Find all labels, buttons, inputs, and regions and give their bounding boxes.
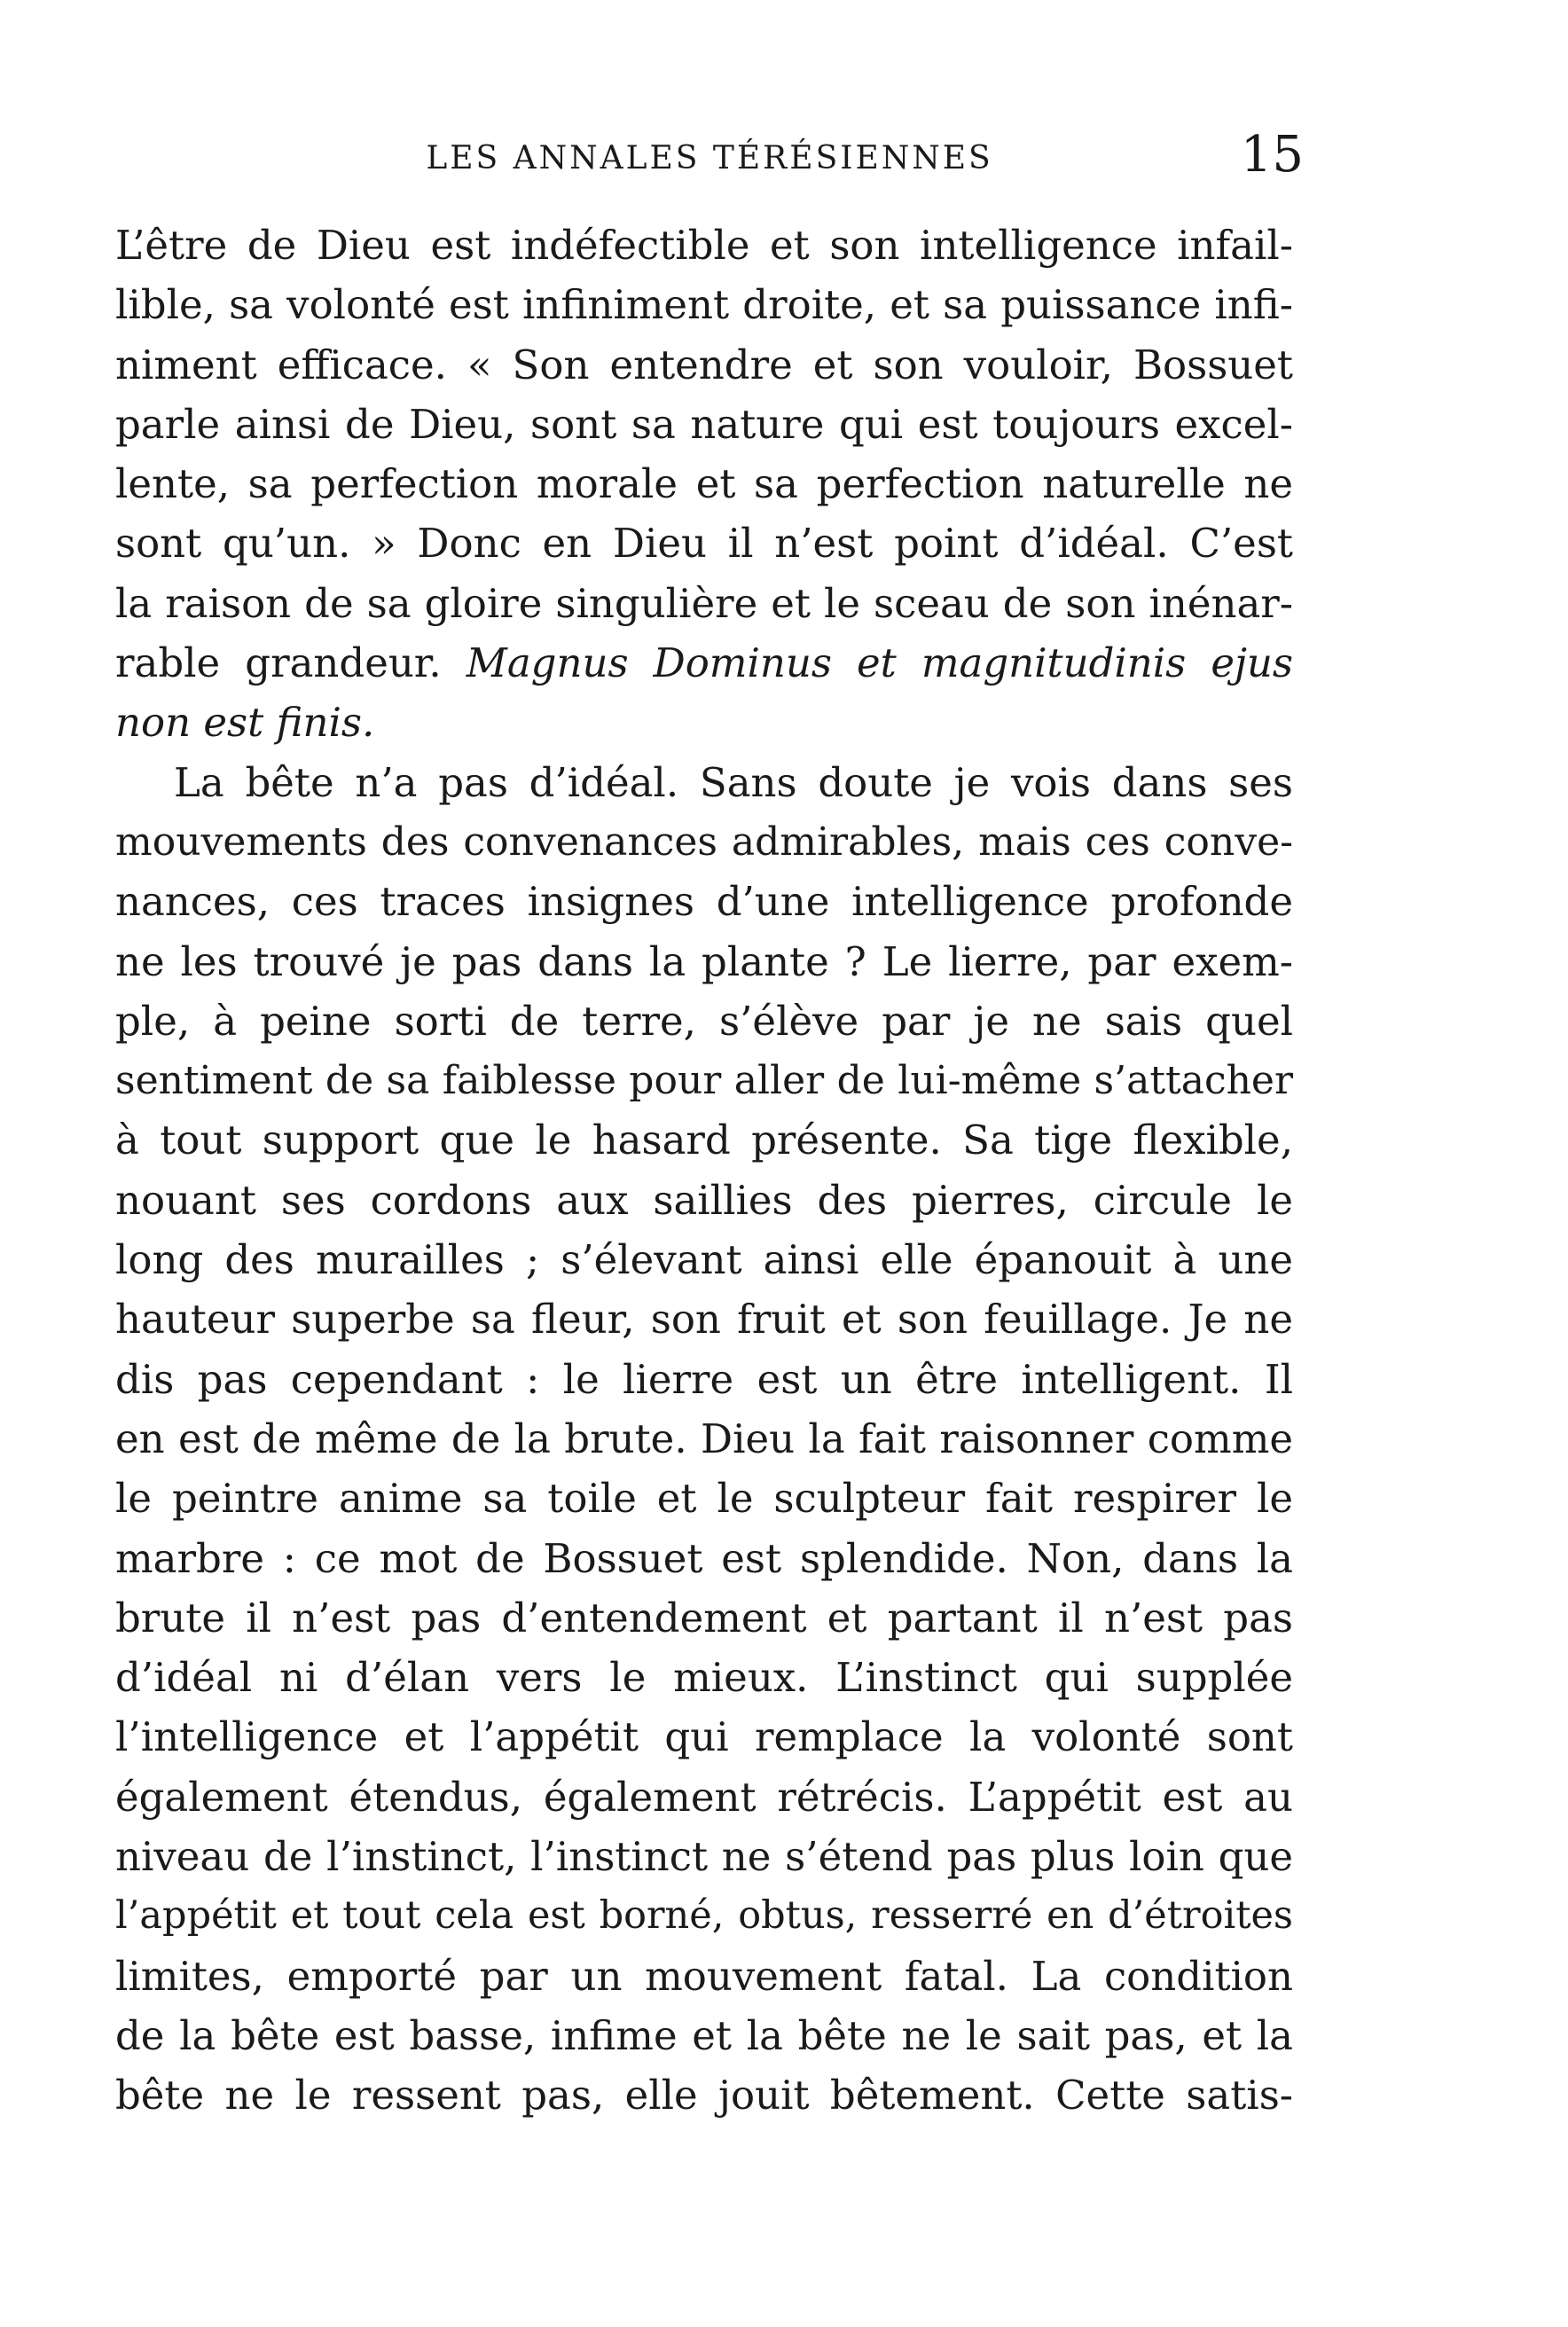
text-line: dis pas cependant : le lierre est un être intelligent. Il <box>115 1355 1293 1403</box>
text-line: ple, à peine sorti de terre, s’élève par je ne sais quel <box>115 997 1293 1045</box>
text-line: long des murailles ; s’élevant ainsi elle épanouit à une <box>115 1236 1293 1284</box>
text-line <box>115 633 1293 693</box>
text-line: marbre : ce mot de Bossuet est splendide. Non, dans la <box>115 1534 1293 1582</box>
latin-quote-end: non est finis. <box>115 699 375 747</box>
text-line: La bête n’a pas d’idéal. Sans doute je vois dans ses <box>174 758 1293 806</box>
latin-quote: Magnus Dominus et magnitudinis ejus <box>466 639 1293 687</box>
text-line: l’intelligence et l’appétit qui remplace la volonté sont <box>115 1713 1293 1761</box>
text-line: en est de même de la brute. Dieu la fait raisonner comme <box>115 1414 1293 1462</box>
text-line: niment efficace. « Son entendre et son vouloir, Bossuet <box>115 341 1293 388</box>
text-line: de la bête est basse, infime et la bête ne le sait pas, et la <box>115 2011 1293 2059</box>
text-line: niveau de l’instinct, l’instinct ne s’étend pas plus loin que <box>115 1833 1293 1881</box>
text-line: mouvements des convenances admirables, mais ces conve- <box>115 819 1293 865</box>
text-line: sont qu’un. » Donc en Dieu il n’est point d’idéal. C’est <box>115 520 1293 568</box>
text-line: bête ne le ressent pas, elle jouit bêtement. Cette satis- <box>115 2072 1293 2119</box>
text-line: nances, ces traces insignes d’une intelligence profonde <box>115 878 1293 926</box>
text-line: à tout support que le hasard présente. Sa tige flexible, <box>115 1116 1293 1164</box>
text-line: lente, sa perfection morale et sa perfection naturelle ne <box>115 460 1293 508</box>
text-line: brute il n’est pas d’entendement et partant il n’est pas <box>115 1594 1293 1641</box>
text-line: lible, sa volonté est infiniment droite, et sa puissance infi- <box>115 281 1293 329</box>
paragraph-1 <box>115 215 1293 753</box>
text-line: hauteur superbe sa fleur, son fruit et son feuillage. Je ne <box>115 1296 1293 1344</box>
running-header <box>115 126 1304 186</box>
text-line: nouant ses cordons aux saillies des pierres, circule le <box>115 1176 1293 1224</box>
text-line: limites, emporté par un mouvement fatal. La condition <box>115 1952 1293 2000</box>
text-line: L’être de Dieu est indéfectible et son intelligence infail- <box>115 222 1293 269</box>
text-line: d’idéal ni d’élan vers le mieux. L’instinct qui supplée <box>115 1654 1293 1702</box>
page-number: 15 <box>1240 126 1304 184</box>
text-line: l’appétit et tout cela est borné, obtus, resserré en d’étroites <box>115 1893 1293 1939</box>
running-title: LES ANNALES TÉRÉSIENNES <box>426 140 993 176</box>
body-text <box>115 215 1293 2126</box>
text-line: le peintre anime sa toile et le sculpteur fait respirer le <box>115 1475 1293 1523</box>
text-line: ne les trouvé je pas dans la plante ? Le lierre, par exem- <box>115 937 1293 985</box>
text-span: rable grandeur. <box>115 639 442 687</box>
paragraph-2 <box>115 753 1293 2126</box>
text-line: la raison de sa gloire singulière et le sceau de son inénar- <box>115 579 1293 627</box>
text-line: sentiment de sa faiblesse pour aller de lui-même s’attacher <box>115 1058 1293 1104</box>
text-line: parle ainsi de Dieu, sont sa nature qui est toujours excel- <box>115 400 1293 448</box>
text-line: également étendus, également rétrécis. L’appétit est au <box>115 1773 1293 1821</box>
